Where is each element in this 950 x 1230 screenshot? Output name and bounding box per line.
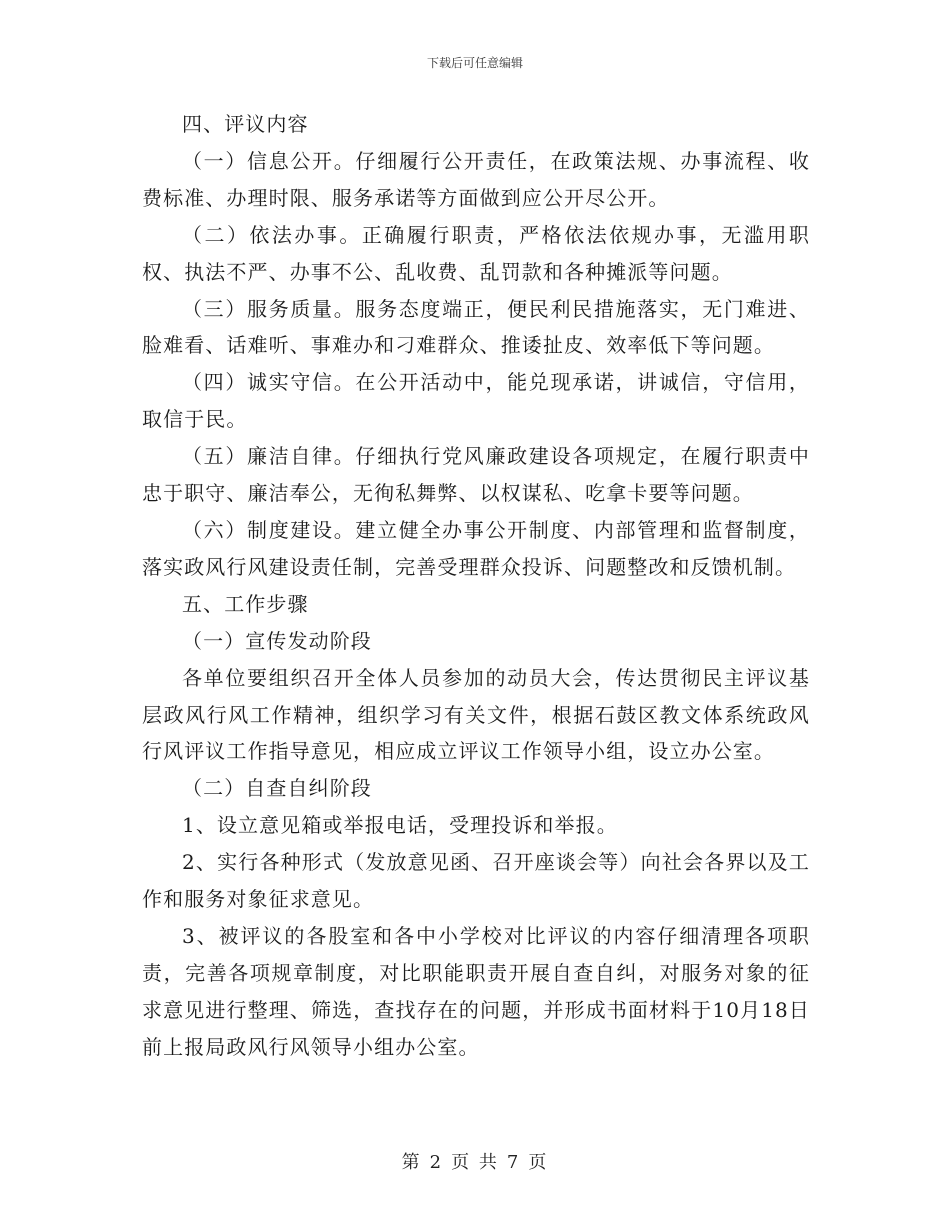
section-heading-five: 五、工作步骤 [182,591,309,616]
page-footer [0,1148,950,1174]
subheading-publicity-stage: （一）宣传发动阶段 [182,628,372,653]
footer-page-number: 2 [429,1152,444,1173]
paragraph-system-building: （六）制度建设。建立健全办事公开制度、内部管理和监督制度，落实政风行风建设责任制，完善受理群众投诉、问题整改和反馈机制。 [142,517,810,579]
section-heading-four: 四、评议内容 [182,112,309,136]
footer-suffix: 页 [528,1152,549,1173]
subheading-self-check-stage: （二）自查自纠阶段 [182,776,372,801]
list-item-3: 3、被评议的各股室和各中小学校对比评议的内容仔细清理各项职责，完善各项规章制度，对比职能职责开展自查自纠，对服务对象的征求意见进行整理、筛选，查找存在的问题，并形成书面材料于10月18日前上报局政风行风领导小组办公室。 [142,923,810,1059]
footer-total-pages: 7 [506,1152,521,1173]
list-item-1: 1、设立意见箱或举报电话，受理投诉和举报。 [182,813,618,838]
paragraph-info-disclosure: （一）信息公开。仔细履行公开责任，在政策法规、办事流程、收费标准、办理时限、服务承诺等方面做到应公开尽公开。 [142,148,810,210]
paragraph-self-discipline: （五）廉洁自律。仔细执行党风廉政建设各项规定，在履行职责中忠于职守、廉洁奉公，无徇私舞弊、以权谋私、吃拿卡要等问题。 [142,444,810,506]
header-note: 下载后可任意编辑 [426,56,523,70]
list-item-2: 2、实行各种形式（发放意见函、召开座谈会等）向社会各界以及工作和服务对象征求意见。 [142,850,810,912]
paragraph-integrity: （四）诚实守信。在公开活动中，能兑现承诺，讲诚信，守信用，取信于民。 [142,370,810,432]
footer-middle: 页 共 [451,1152,499,1173]
paragraph-lawful-work: （二）依法办事。正确履行职责，严格依法依规办事，无滥用职权、执法不严、办事不公、乱收费、乱罚款和各种摊派等问题。 [142,222,810,284]
paragraph-publicity-stage: 各单位要组织召开全体人员参加的动员大会，传达贯彻民主评议基层政风行风工作精神，组织学习有关文件，根据石鼓区教文体系统政风行风评议工作指导意见，相应成立评议工作领导小组，设立办公室。 [142,665,810,764]
document-body [142,106,810,1066]
footer-prefix: 第 [401,1152,422,1173]
paragraph-service-quality: （三）服务质量。服务态度端正，便民利民措施落实，无门难进、脸难看、话难听、事难办和刁难群众、推诿扯皮、效率低下等问题。 [142,296,810,358]
